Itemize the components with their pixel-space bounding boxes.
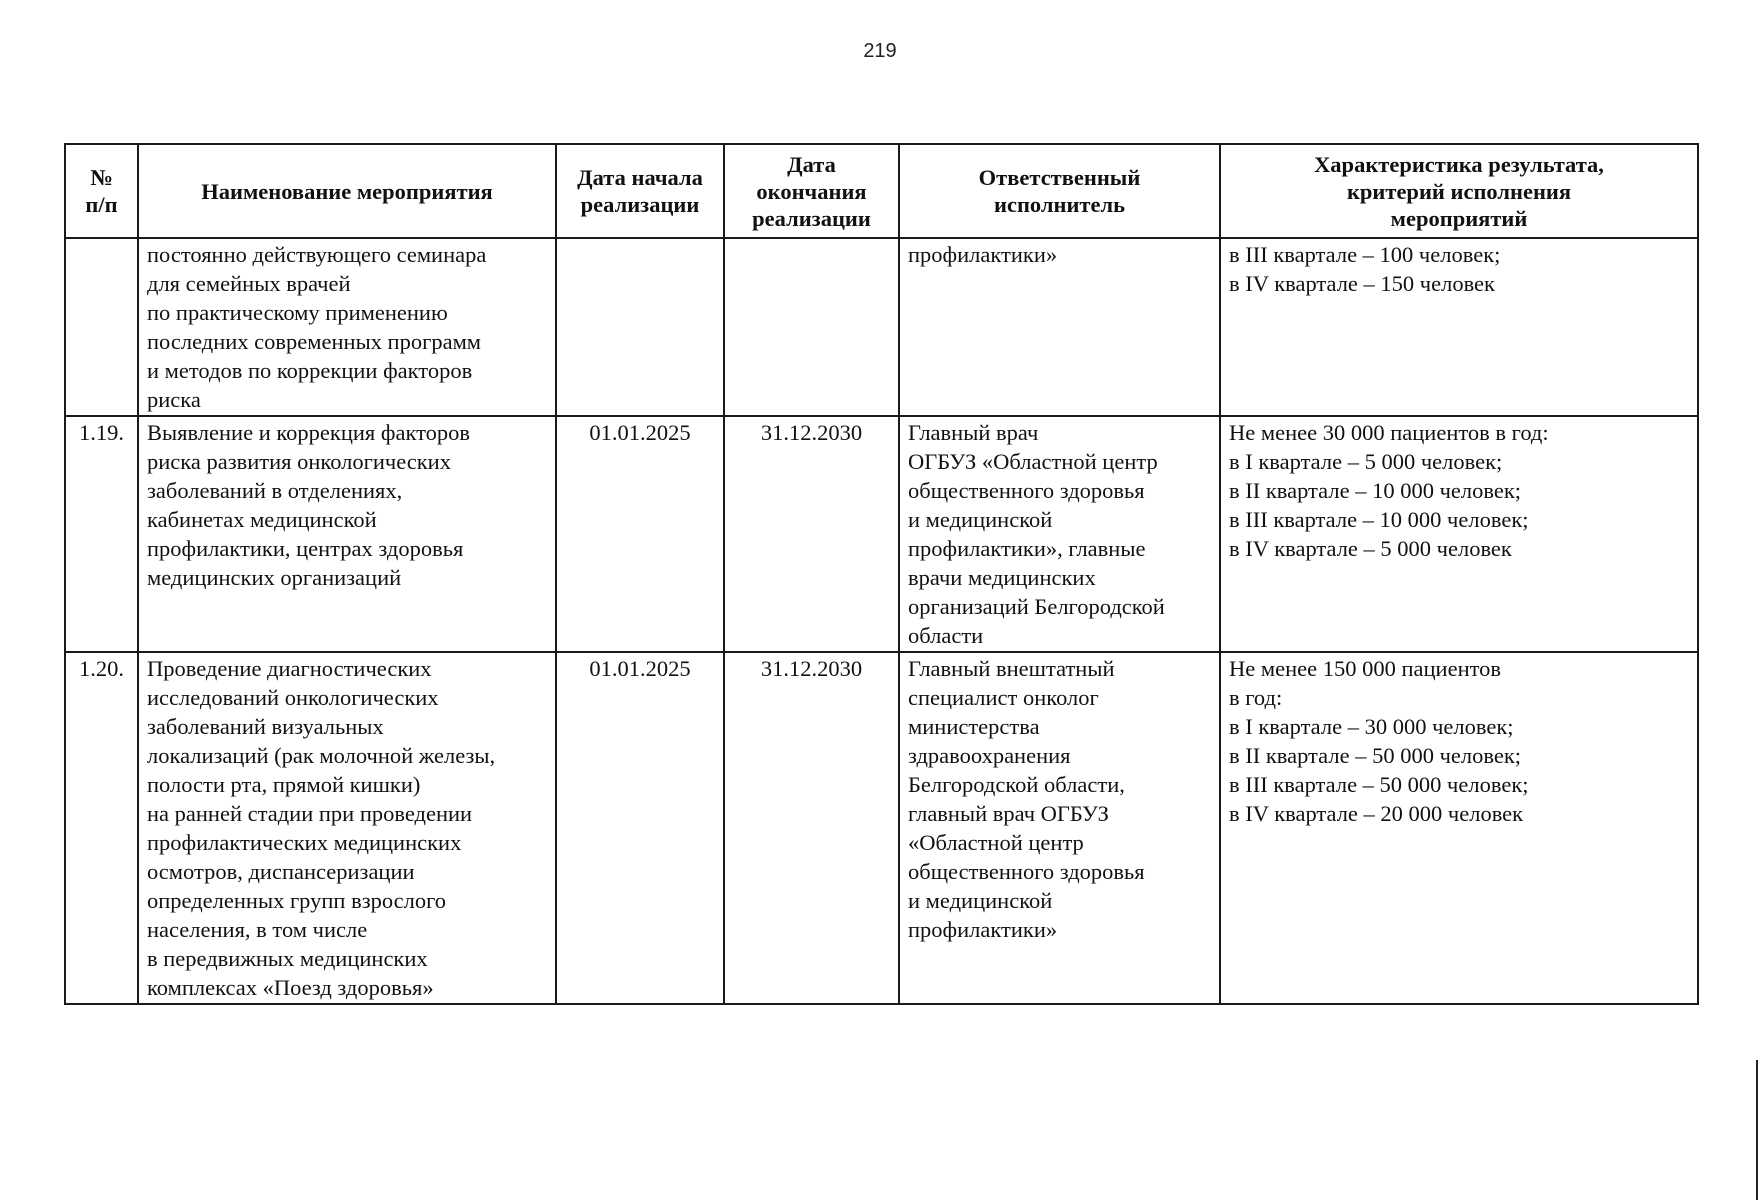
- text-line: области: [908, 623, 984, 648]
- text-line: исполнитель: [994, 192, 1125, 217]
- text-line: Ответственный: [978, 165, 1141, 190]
- text-line: и медицинской: [908, 888, 1053, 913]
- result-criteria: [1220, 238, 1698, 416]
- text-line: риска: [147, 387, 201, 412]
- text-line: Характеристика результата,: [1314, 151, 1604, 177]
- row-number: 1.20.: [65, 652, 138, 1004]
- text-line: Дата: [787, 151, 836, 177]
- text-line: реализации: [752, 205, 871, 231]
- text-line: профилактики, центрах здоровья: [147, 536, 464, 561]
- text-line: в II квартале – 10 000 человек;: [1229, 478, 1522, 503]
- header-activity-name: [138, 144, 556, 238]
- text-line: в I квартале – 5 000 человек;: [1229, 449, 1503, 474]
- responsible-executor: [899, 238, 1220, 416]
- responsible-executor: [899, 652, 1220, 1004]
- text-line: главный врач ОГБУЗ: [908, 801, 1109, 826]
- text-line: профилактических медицинских: [147, 830, 462, 855]
- header-end-date: [724, 144, 899, 238]
- text-line: Не менее 30 000 пациентов в год:: [1229, 420, 1549, 445]
- activity-name: [138, 652, 556, 1004]
- table-body: [65, 238, 1698, 1004]
- text-line: заболеваний визуальных: [147, 714, 384, 739]
- text-line: последних современных программ: [147, 329, 482, 354]
- header-start-date: [556, 144, 724, 238]
- row-number: [65, 238, 138, 416]
- end-date: [724, 238, 899, 416]
- text-line: здравоохранения: [908, 743, 1071, 768]
- text-line: общественного здоровья: [908, 478, 1145, 503]
- activity-name: [138, 416, 556, 652]
- text-line: в II квартале – 50 000 человек;: [1229, 743, 1522, 768]
- text-line: медицинских организаций: [147, 565, 402, 590]
- end-date: 31.12.2030: [724, 652, 899, 1004]
- result-criteria: [1220, 652, 1698, 1004]
- text-line: риска развития онкологических: [147, 449, 451, 474]
- header-number: [65, 144, 138, 238]
- text-line: населения, в том числе: [147, 917, 368, 942]
- text-line: исследований онкологических: [147, 685, 439, 710]
- text-line: в III квартале – 10 000 человек;: [1229, 507, 1529, 532]
- text-line: комплексах «Поезд здоровья»: [147, 975, 434, 1000]
- activity-name: [138, 238, 556, 416]
- start-date: 01.01.2025: [556, 652, 724, 1004]
- text-line: локализаций (рак молочной железы,: [147, 743, 496, 768]
- text-line: п/п: [85, 192, 118, 217]
- text-line: полости рта, прямой кишки): [147, 772, 421, 797]
- table-header-row: [65, 144, 1698, 238]
- text-line: Выявление и коррекция факторов: [147, 420, 470, 445]
- start-date: 01.01.2025: [556, 416, 724, 652]
- text-line: министерства: [908, 714, 1040, 739]
- text-line: осмотров, диспансеризации: [147, 859, 415, 884]
- text-line: по практическому применению: [147, 300, 448, 325]
- text-line: №: [90, 165, 113, 190]
- text-line: реализации: [580, 192, 700, 217]
- text-line: постоянно действующего семинара: [147, 242, 487, 267]
- text-line: в IV квартале – 150 человек: [1229, 271, 1495, 296]
- text-line: Главный внештатный: [908, 656, 1115, 681]
- text-line: в передвижных медицинских: [147, 946, 428, 971]
- responsible-executor: [899, 416, 1220, 652]
- text-line: ОГБУЗ «Областной центр: [908, 449, 1158, 474]
- text-line: Наименование мероприятия: [201, 178, 493, 204]
- text-line: в III квартале – 50 000 человек;: [1229, 772, 1529, 797]
- text-line: в год:: [1229, 685, 1283, 710]
- text-line: и медицинской: [908, 507, 1053, 532]
- text-line: «Областной центр: [908, 830, 1084, 855]
- text-line: Проведение диагностических: [147, 656, 432, 681]
- text-line: врачи медицинских: [908, 565, 1096, 590]
- text-line: организаций Белгородской: [908, 594, 1165, 619]
- text-line: в IV квартале – 20 000 человек: [1229, 801, 1524, 826]
- start-date: [556, 238, 724, 416]
- text-line: критерий исполнения: [1346, 178, 1572, 204]
- text-line: в I квартале – 30 000 человек;: [1229, 714, 1514, 739]
- page-number: 219: [863, 40, 897, 62]
- text-line: Дата начала: [577, 165, 703, 190]
- scan-edge-line: [1750, 1060, 1758, 1200]
- text-line: Не менее 150 000 пациентов: [1229, 656, 1502, 681]
- activities-table: [64, 143, 1699, 1005]
- table-row: [65, 652, 1698, 1004]
- text-line: и методов по коррекции факторов: [147, 358, 473, 383]
- text-line: профилактики»: [908, 917, 1058, 942]
- text-line: Белгородской области,: [908, 772, 1125, 797]
- header-executor: [899, 144, 1220, 238]
- text-line: профилактики»: [908, 242, 1058, 267]
- text-line: общественного здоровья: [908, 859, 1145, 884]
- table-row: [65, 238, 1698, 416]
- text-line: в III квартале – 100 человек;: [1229, 242, 1501, 267]
- text-line: заболеваний в отделениях,: [147, 478, 403, 503]
- text-line: окончания: [756, 178, 867, 204]
- text-line: кабинетах медицинской: [147, 507, 377, 532]
- text-line: Главный врач: [908, 420, 1039, 445]
- header-result: [1220, 144, 1698, 238]
- result-criteria: [1220, 416, 1698, 652]
- text-line: профилактики», главные: [908, 536, 1146, 561]
- text-line: специалист онколог: [908, 685, 1099, 710]
- text-line: на ранней стадии при проведении: [147, 801, 473, 826]
- text-line: в IV квартале – 5 000 человек: [1229, 536, 1512, 561]
- end-date: 31.12.2030: [724, 416, 899, 652]
- text-line: для семейных врачей: [147, 271, 351, 296]
- text-line: определенных групп взрослого: [147, 888, 447, 913]
- table-row: [65, 416, 1698, 652]
- row-number: 1.19.: [65, 416, 138, 652]
- text-line: мероприятий: [1390, 205, 1528, 231]
